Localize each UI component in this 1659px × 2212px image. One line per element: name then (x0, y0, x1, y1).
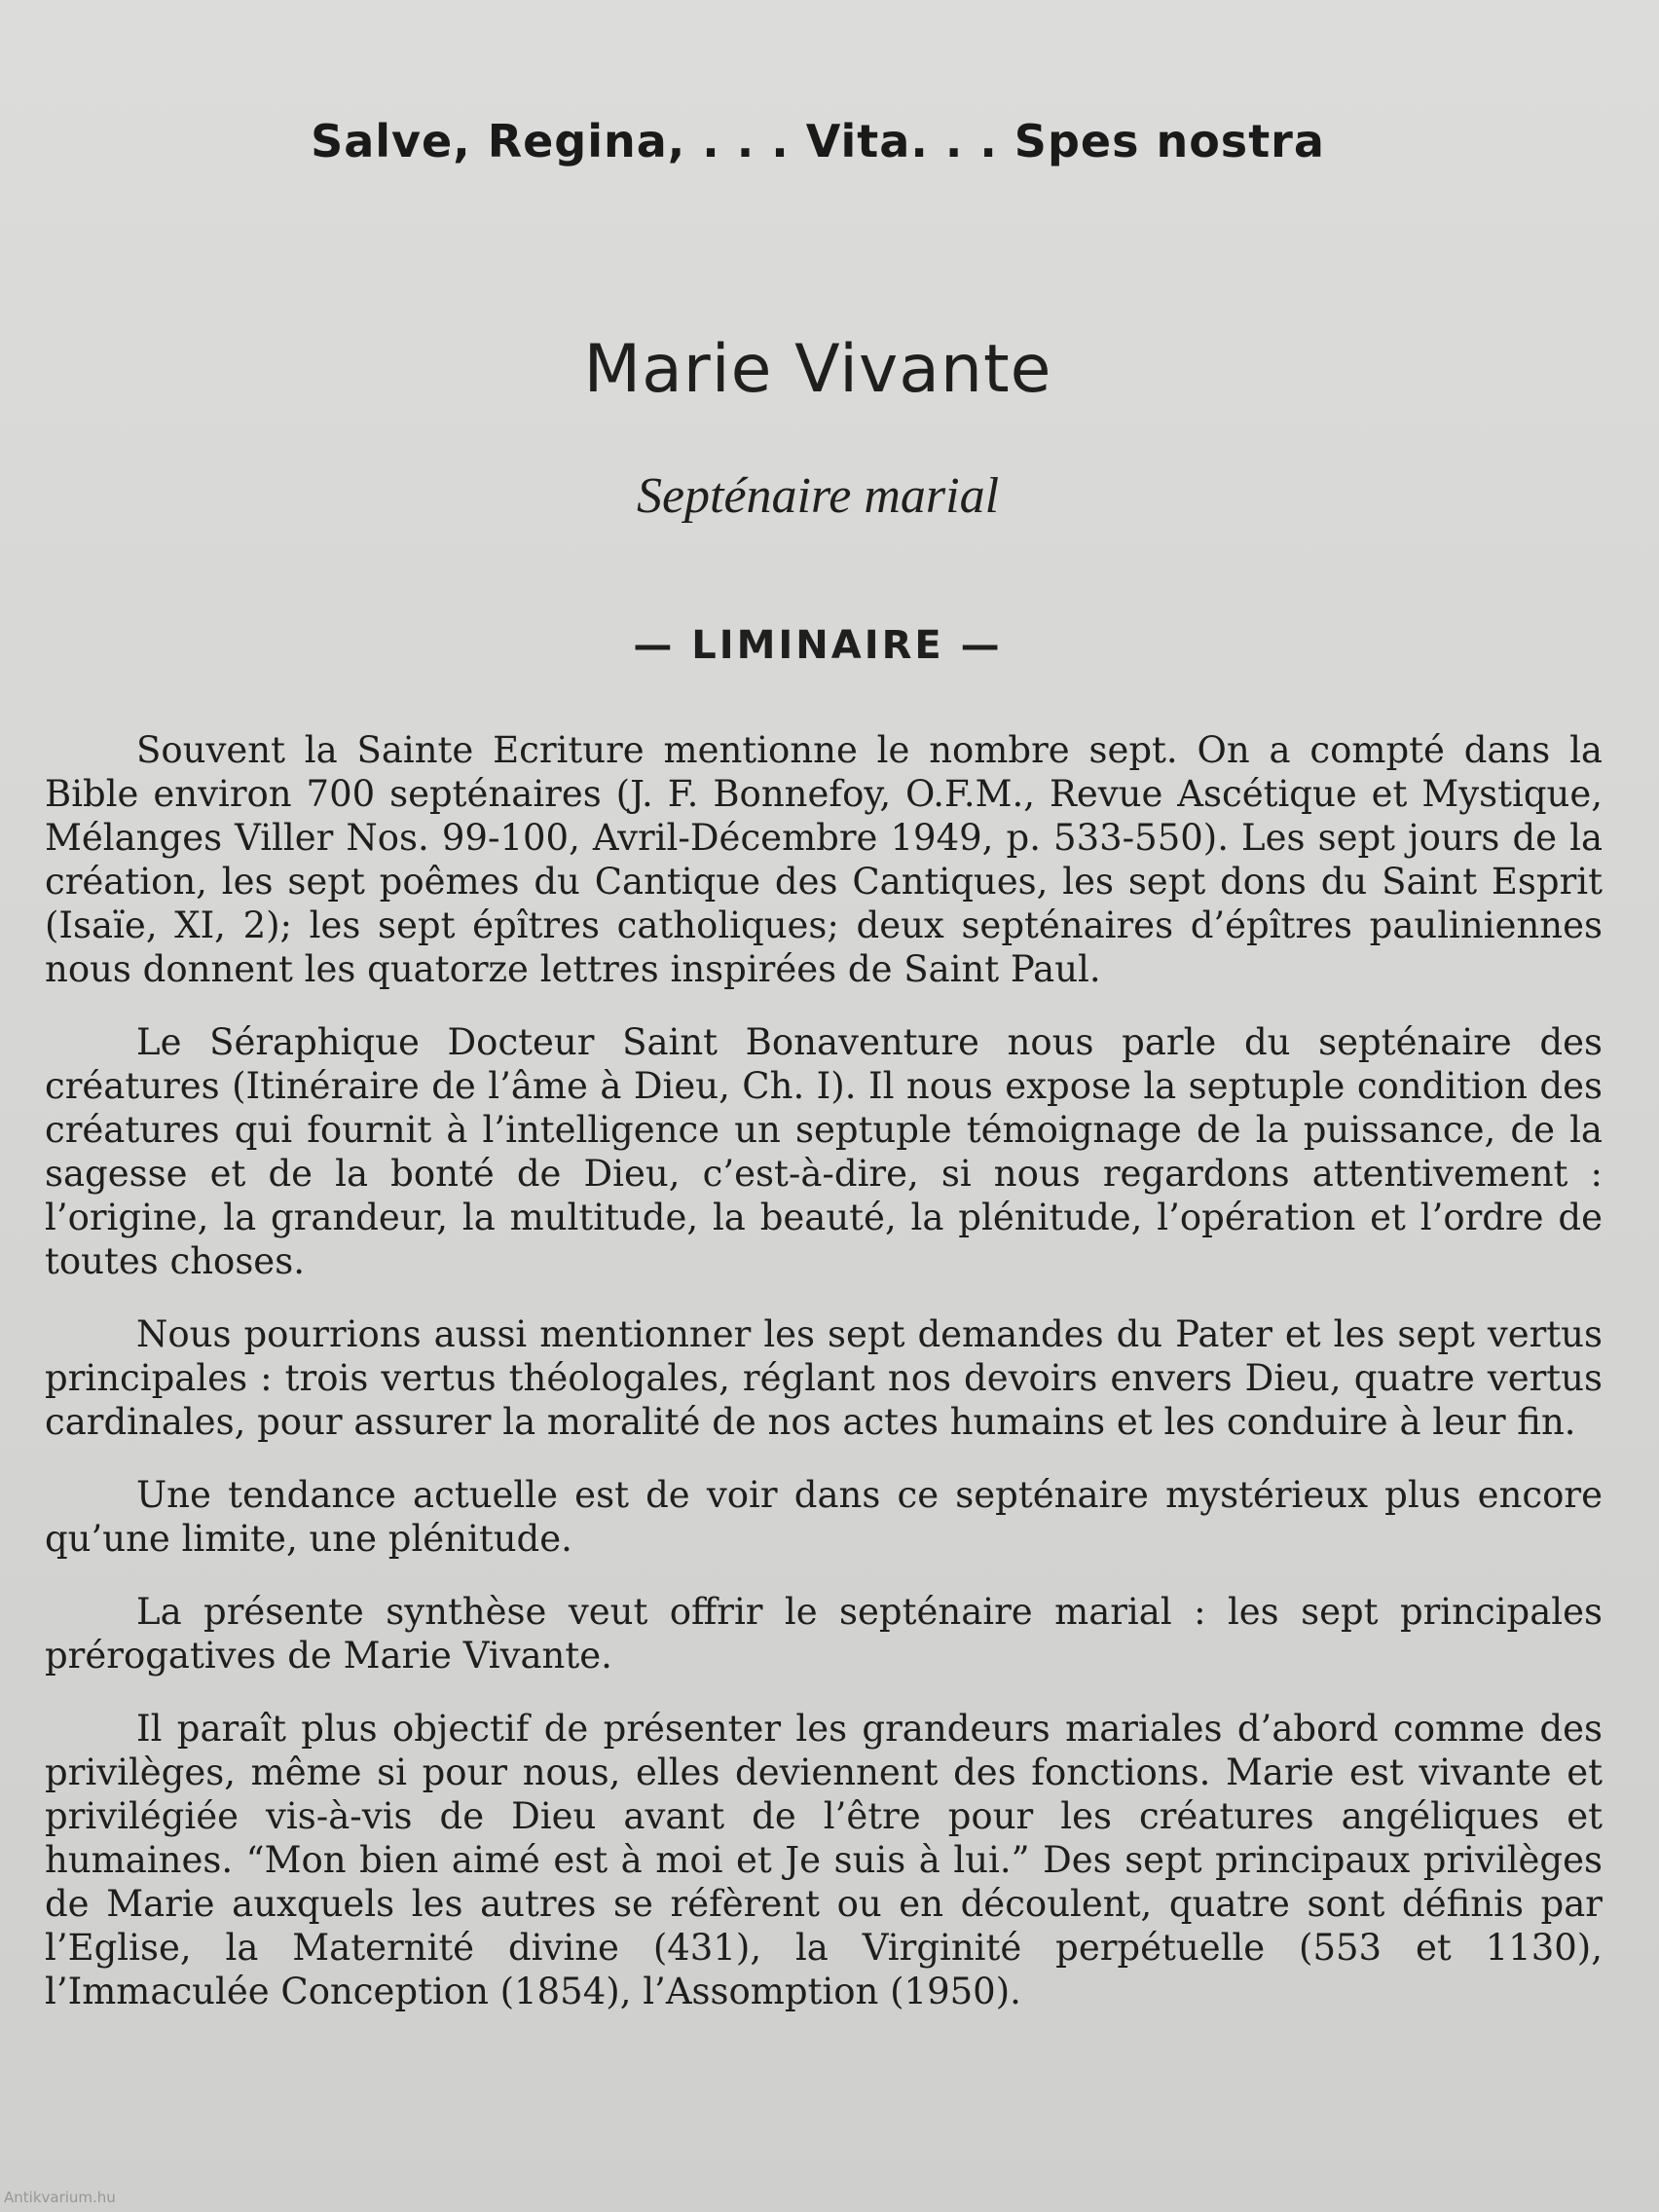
body-text (45, 728, 1603, 2043)
section-heading: — LIMINAIRE — (633, 623, 1003, 668)
paragraph: La présente synthèse veut offrir le septénaire marial : les sept principales prérogatives de Marie Vivante. (45, 1591, 1603, 1677)
page-subtitle: Septénaire marial (636, 468, 1000, 524)
page-title: Marie Vivante (583, 331, 1052, 408)
paragraph: Le Séraphique Docteur Saint Bonaventure nous parle du septénaire des créatures (Itinéraire de l’âme à Dieu, Ch. I). Il nous expose la septuple condition des créatures qui fournit à l’intelligence un septuple témoignage de la puissance, de la sagesse et de la bonté de Dieu, c’est-à-dire, si nous regardons attentivement : l’origine, la grandeur, la multitude, la beauté, la plénitude, l’opération et l’ordre de toutes choses. (45, 1021, 1603, 1282)
paragraph: Souvent la Sainte Ecriture mentionne le nombre sept. On a compté dans la Bible environ 700 septénaires (J. F. Bonnefoy, O.F.M., Revue Ascétique et Mystique, Mélanges Viller Nos. 99-100, Avril-Décembre 1949, p. 533-550). Les sept jours de la création, les sept poêmes du Cantique des Cantiques, les sept dons du Saint Esprit (Isaïe, XI, 2); les sept épîtres catholiques; deux septénaires d’épîtres pauliniennes nous donnent les quatorze lettres inspirées de Saint Paul. (45, 729, 1603, 990)
header-motto: Salve, Regina, . . . Vita. . . Spes nostra (311, 115, 1325, 167)
paragraph: Il paraît plus objectif de présenter les grandeurs mariales d’abord comme des privilèges, même si pour nous, elles deviennent des fonctions. Marie est vivante et privilégiée vis-à-vis de Dieu avant de l’être pour les créatures angéliques et humaines. “Mon bien aimé est à moi et Je suis à lui.” Des sept principaux privilèges de Marie auxquels les autres se réfèrent ou en découlent, quatre sont définis par l’Eglise, la Maternité divine (431), la Virginité perpétuelle (553 et 1130), l’Immaculée Conception (1854), l’Assomption (1950). (45, 1708, 1603, 2012)
paragraph: Nous pourrions aussi mentionner les sept demandes du Pater et les sept vertus principales : trois vertus théologales, réglant nos devoirs envers Dieu, quatre vertus cardinales, pour assurer la moralité de nos actes humains et les conduire à leur fin. (45, 1313, 1603, 1443)
watermark: Antikvarium.hu (4, 2189, 116, 2206)
paragraph: Une tendance actuelle est de voir dans ce septénaire mystérieux plus encore qu’une limite, une plénitude. (45, 1474, 1603, 1560)
